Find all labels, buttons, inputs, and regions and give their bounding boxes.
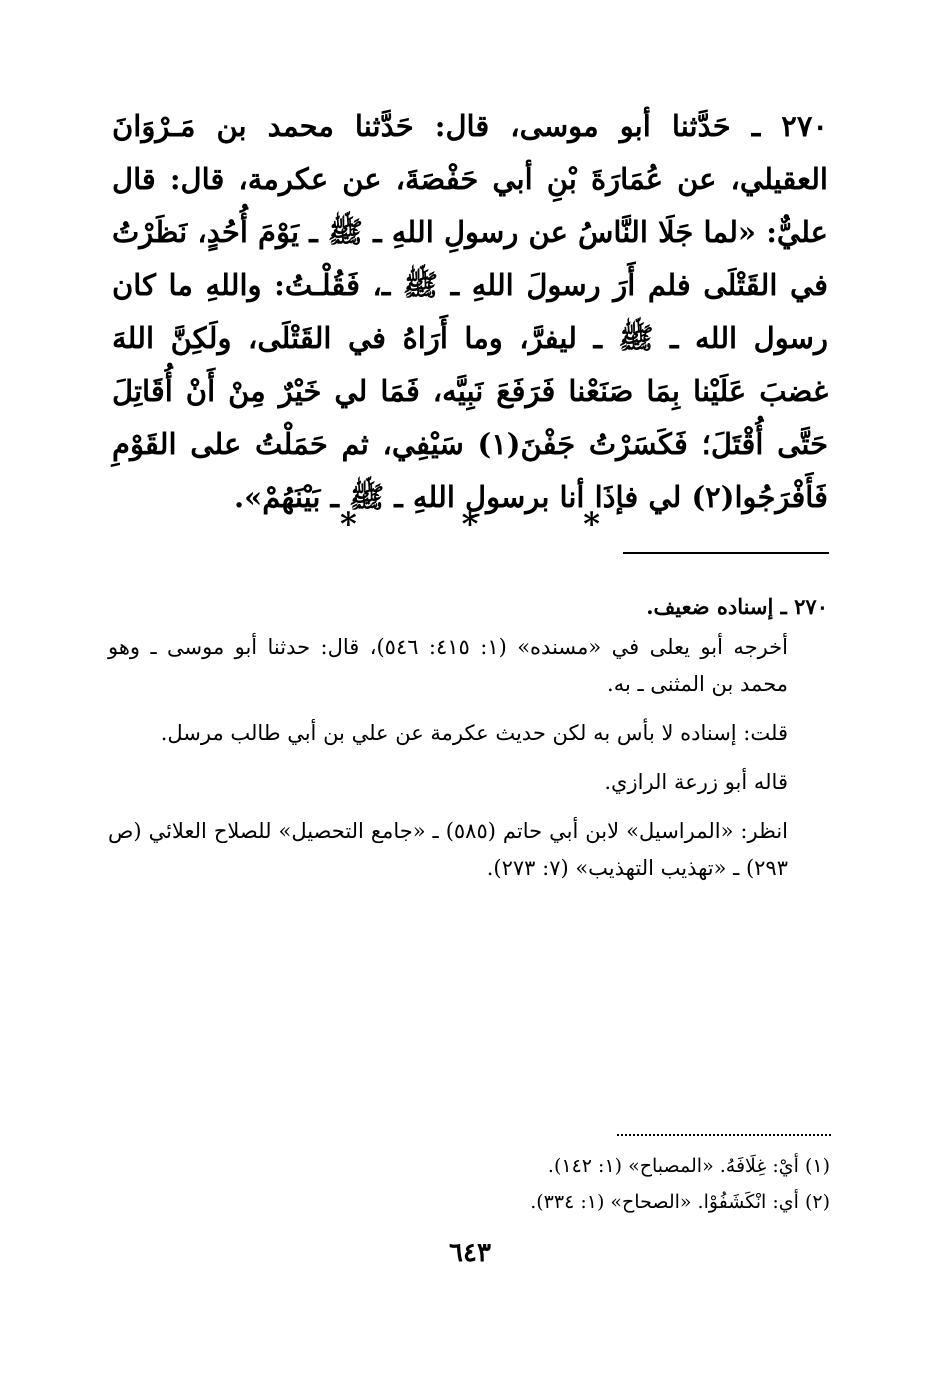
footnote-1: (١) أيْ: غِلَافَهُ. «المصباح» (١: ١٤٢).: [547, 1155, 830, 1177]
section-separator: [340, 505, 600, 543]
star-ornament: *: [461, 505, 479, 543]
hadith-paragraph: ٢٧٠ ـ حَدَّثنا أبو موسى، قال: حَدَّثنا محمد بن مَـرْوَانَ العقيلي، عن عُمَارَةَ بْنِ أبي حَفْصَةَ، عن عكرمة، قال: قال عليٌّ: «لما جَلَا النَّاسُ عن رسولِ اللهِ ـ ﷺ ـ يَوْمَ أُحُدٍ، نَظَرْتُ في القَتْلَى فلم أَرَ رسولَ اللهِ ـ ﷺ ـ، فَقُلْـتُ: واللهِ ما كان رسول الله ـ ﷺ ـ ليفرَّ، وما أَرَاهُ في القَتْلَى، ولَكِنَّ اللهَ غضبَ عَلَيْنا بِمَا صَنَعْنا فَرَفَعَ نَبِيَّه، فَمَا لي خَيْرٌ مِنْ أَنْ أُقَاتِلَ حَتَّى أُقْتَلَ؛ فَكَسَرْتُ جَفْنَ(١) سَيْفِي، ثم حَمَلْتُ على القَوْمِ فَأَفْرَجُوا(٢) لي فإذَا أنا برسولِ اللهِ ـ ﷺ ـ بَيْنَهُمْ».: [112, 109, 829, 514]
commentary-paragraph: انظر: «المراسيل» لابن أبي حاتم (٥٨٥) ـ «جامع التحصيل» للصلاح العلائي (ص ٢٩٣) ـ «تهذيب التهذيب» (٧: ٢٧٣).: [108, 819, 789, 880]
commentary-heading: ٢٧٠ ـ إسناده ضعيف.: [646, 594, 828, 619]
commentary-divider: [623, 552, 829, 554]
commentary-paragraph: قلت: إسناده لا بأس به لكن حديث عكرمة عن علي بن أبي طالب مرسل.: [160, 721, 788, 745]
footnote-divider: [617, 1134, 831, 1136]
commentary-paragraph: قاله أبو زرعة الرازي.: [604, 770, 788, 794]
footnote-2: (٢) أي: انْكَشَفُوْا. «الصحاح» (١: ٣٣٤).: [530, 1191, 830, 1213]
footnotes-block: [300, 1148, 830, 1220]
star-ornament: *: [583, 505, 600, 543]
star-ornament: *: [340, 505, 357, 543]
commentary-paragraph: أخرجه أبو يعلى في «مسنده» (١: ٤١٥: ٥٤٦)، قال: حدثنا أبو موسى ـ وهو محمد بن المثنى ـ به.: [108, 635, 788, 696]
page-number: ٦٤٣: [449, 1238, 491, 1268]
commentary-block: [108, 588, 828, 899]
hadith-text-block: [112, 100, 828, 524]
